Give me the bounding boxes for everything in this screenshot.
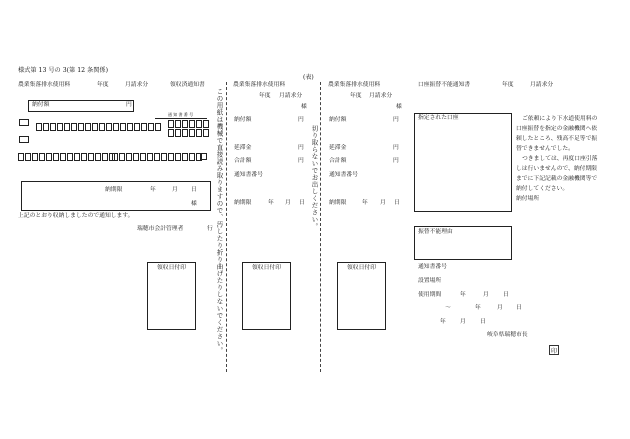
ocr-cell [155, 123, 161, 131]
col3-due-month: 月 [380, 200, 386, 206]
ocr-row-2b [112, 153, 202, 161]
ocr-cell [168, 153, 174, 161]
ocr-cell [175, 120, 181, 128]
col4-payment-place: 納付場所 [516, 196, 540, 202]
ocr-cell [126, 153, 132, 161]
ocr-cell [88, 153, 94, 161]
ocr-cell [18, 153, 24, 161]
ocr-cell [57, 123, 63, 131]
ocr-cell [25, 153, 31, 161]
col4-location-label: 設置場所 [418, 278, 442, 284]
col2-heading-main: 農業集落排水使用料 [233, 82, 286, 88]
ocr-cell [50, 123, 56, 131]
col1-due-day: 日 [191, 187, 197, 193]
col1-stamp-box [147, 262, 196, 330]
col4-heading-main: 口座振替不能通知書 [418, 82, 471, 88]
col2-notice-label: 通知書番号 [234, 172, 263, 178]
col3-sama: 様 [396, 104, 402, 110]
ocr-cell [60, 153, 66, 161]
col1-heading-year: 年度 [97, 82, 109, 88]
col4-message-line-2: 口座振替を指定の金融機関へ依 [516, 126, 598, 132]
vertical-note-2: 切り取らないでお出しください。 [310, 125, 319, 230]
col1-sama: 様 [191, 201, 197, 207]
col1-due-year: 年 [150, 187, 156, 193]
ocr-row-1 [36, 123, 161, 131]
col1-small-rule [155, 118, 207, 119]
ocr-cell [134, 123, 140, 131]
ocr-row-1c [168, 129, 209, 137]
col2-sama: 様 [301, 104, 307, 110]
ocr-cell [120, 123, 126, 131]
ocr-cell [203, 129, 209, 137]
col3-stamp-box [337, 262, 386, 330]
ocr-cell [168, 120, 174, 128]
ocr-cell [189, 153, 195, 161]
ocr-cell [112, 153, 118, 161]
ocr-row-2 [18, 153, 115, 161]
ocr-cell [67, 153, 73, 161]
col4-tilde: ～ [445, 305, 451, 311]
ocr-cell [99, 123, 105, 131]
col4-period-year: 年 [460, 292, 466, 298]
ocr-cell [154, 153, 160, 161]
col2-stamp-box [242, 262, 291, 330]
ocr-cell [203, 120, 209, 128]
ocr-cell [85, 123, 91, 131]
ocr-cell [133, 153, 139, 161]
ocr-cell [182, 153, 188, 161]
col3-heading-main: 農業集落排水使用料 [328, 82, 381, 88]
col3-due-day: 日 [394, 200, 400, 206]
col2-stamp-label: 領収日付印 [252, 265, 281, 271]
col4-notice-label: 通知書番号 [418, 264, 447, 270]
col4-message-line-1: ご依頼により下水道使用料の [522, 116, 598, 122]
ocr-cell [147, 153, 153, 161]
ocr-cell [168, 129, 174, 137]
ocr-cell [102, 153, 108, 161]
seal-label: 印 [550, 347, 557, 355]
col1-due-box [21, 181, 211, 211]
col1-due-label: 納期限 [105, 187, 123, 193]
separator-1 [226, 82, 227, 372]
col4-period-month-2: 月 [497, 305, 503, 311]
ocr-mark-left [19, 119, 29, 126]
col4-message-line-3: 頼したところ、残高不足等で振 [516, 136, 598, 142]
ocr-cell [161, 153, 167, 161]
ocr-mark-left-2 [19, 136, 29, 143]
col1-treasurer-suffix: 行 [207, 226, 213, 232]
col4-issue-month: 月 [460, 319, 466, 325]
col4-period-label: 使用期間 [418, 292, 442, 298]
col1-heading-type: 領収済通知書 [170, 82, 205, 88]
col1-heading-period: 月請求分 [125, 82, 149, 88]
ocr-cell [189, 120, 195, 128]
col4-heading-year: 年度 [502, 82, 514, 88]
ocr-cell [196, 129, 202, 137]
col3-heading-year: 年度 [350, 93, 362, 99]
col4-designated-account-box [414, 113, 512, 212]
col1-small-label: 通 知 書 番 号 [168, 112, 194, 117]
col4-heading-period: 月請求分 [530, 82, 554, 88]
ocr-cell [140, 153, 146, 161]
col4-mayor: 岐阜県瑞穂市長 [487, 332, 528, 338]
col2-amount-yen: 円 [298, 117, 304, 123]
col2-late-label: 延滞金 [234, 145, 252, 151]
col1-amount-unit: 円 [126, 102, 132, 108]
ocr-cell [182, 129, 188, 137]
col1-amount-label: 納付額 [32, 102, 50, 108]
col4-message-line-7: までに下記記載の金融機関等で [516, 176, 598, 182]
seal-icon [549, 345, 559, 355]
col3-notice-label: 通知書番号 [329, 172, 358, 178]
col4-message-line-4: 替できませんでした。 [516, 146, 574, 152]
col1-stamp-label: 領収日付印 [157, 265, 186, 271]
col2-amount-label: 納付額 [234, 117, 252, 123]
ocr-cell [141, 123, 147, 131]
col1-treasurer: 瑞穂市会計管理者 [137, 226, 184, 232]
ocr-mark-right [200, 153, 207, 160]
col2-late-yen: 円 [298, 145, 304, 151]
col4-message-line-6: しは行いませんので、納付期限 [516, 166, 598, 172]
col3-late-label: 延滞金 [329, 145, 347, 151]
col4-period-day-2: 日 [516, 305, 522, 311]
col1-heading-main: 農業集落排水使用料 [18, 82, 71, 88]
ocr-cell [182, 120, 188, 128]
col4-message-line-8: 納付してください。 [516, 186, 569, 192]
col3-late-yen: 円 [393, 145, 399, 151]
ocr-cell [92, 123, 98, 131]
ocr-cell [95, 153, 101, 161]
ocr-cell [119, 153, 125, 161]
col3-heading-period: 月請求分 [369, 93, 393, 99]
ocr-cell [32, 153, 38, 161]
ocr-cell [43, 123, 49, 131]
ocr-cell [81, 153, 87, 161]
col2-due-month: 月 [285, 200, 291, 206]
form-number: 様式第 13 号の 3(第 12 条関係) [18, 67, 109, 74]
col4-period-month: 月 [483, 292, 489, 298]
col4-designated-account-label: 指定された口座 [418, 115, 459, 121]
col4-failure-reason-label: 振替不能理由 [418, 229, 453, 235]
ocr-cell [113, 123, 119, 131]
ocr-cell [175, 129, 181, 137]
ocr-cell [36, 123, 42, 131]
ocr-cell [39, 153, 45, 161]
col4-period-day: 日 [503, 292, 509, 298]
col3-amount-yen: 円 [393, 117, 399, 123]
col2-due-day: 日 [299, 200, 305, 206]
ocr-cell [46, 153, 52, 161]
vertical-note-1: この用紙は機械で直接読み取りますので、汚したり折り曲げたりしないでください。 [215, 88, 224, 354]
separator-2 [320, 82, 321, 372]
ocr-cell [175, 153, 181, 161]
col3-total-label: 合計額 [329, 158, 347, 164]
col2-total-label: 合計額 [234, 158, 252, 164]
ocr-row-1b [168, 120, 209, 128]
ocr-cell [53, 153, 59, 161]
ocr-cell [74, 153, 80, 161]
col3-amount-label: 納付額 [329, 117, 347, 123]
ocr-cell [196, 120, 202, 128]
ocr-cell [127, 123, 133, 131]
col3-due-year: 年 [362, 200, 368, 206]
col1-due-month: 月 [172, 187, 178, 193]
col4-period-year-2: 年 [475, 305, 481, 311]
col2-due-year: 年 [268, 200, 274, 206]
ocr-cell [189, 129, 195, 137]
col2-due-label: 納期限 [234, 200, 252, 206]
col3-total-yen: 円 [393, 158, 399, 164]
ocr-cell [106, 123, 112, 131]
ocr-cell [148, 123, 154, 131]
col2-total-yen: 円 [298, 158, 304, 164]
ocr-cell [71, 123, 77, 131]
col3-due-label: 納期限 [329, 200, 347, 206]
ocr-cell [64, 123, 70, 131]
omote-label: (表) [303, 74, 314, 81]
col2-heading-period: 月請求分 [279, 93, 303, 99]
col4-issue-day: 日 [480, 319, 486, 325]
col4-issue-year: 年 [440, 319, 446, 325]
col4-message-line-5: つきましては、再度口座引落 [522, 156, 598, 162]
ocr-cell [78, 123, 84, 131]
col1-received-note: 上記のとおり収納しましたので通知します。 [18, 213, 134, 219]
col2-heading-year: 年度 [259, 93, 271, 99]
col3-stamp-label: 領収日付印 [347, 265, 376, 271]
